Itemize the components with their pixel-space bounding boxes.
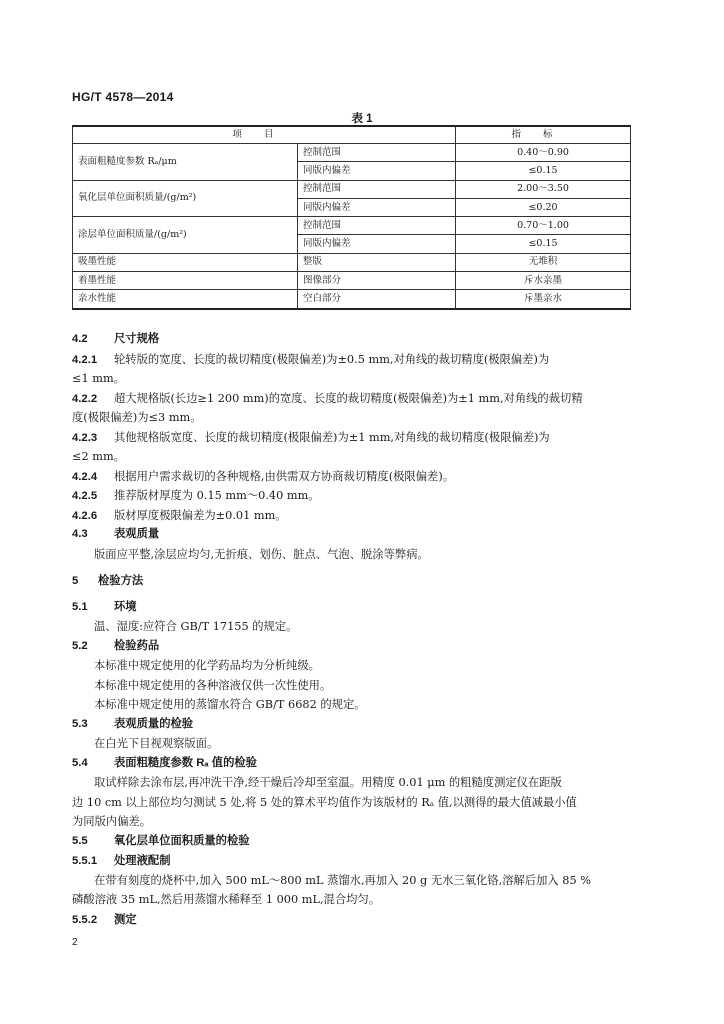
table-row (73, 144, 631, 162)
paragraph: 4.2.4 根据用户需求裁切的各种规格,由供需双方协商裁切精度(极限偏差)。 (72, 469, 455, 483)
header-spec: 指标 (456, 126, 631, 144)
row-value: 0.40～0.90 (456, 144, 631, 162)
paragraph-continuation: 边 10 cm 以上部位均匀测试 5 处,将 5 处的算术平均值作为该版材的 Rₐ 值,以测得的最大值减最小值 (72, 795, 577, 809)
table-row (73, 180, 631, 198)
row-item: 氧化层单位面积质量/(g/m²) (73, 180, 298, 217)
row-item: 表面粗糙度参数 Rₐ/μm (73, 144, 298, 181)
row-value: ≤0.20 (456, 198, 631, 216)
section-heading: 5.1 环境 (72, 600, 137, 613)
paragraph: 本标准中规定使用的化学药品均为分析纯级。 (94, 659, 320, 672)
table-row (73, 253, 631, 271)
table-row (73, 217, 631, 235)
subsection-heading: 5.5.2 测定 (72, 913, 137, 926)
chapter-heading: 5 检验方法 (72, 575, 144, 587)
row-sub: 同版内偏差 (298, 198, 456, 216)
row-value: 斥水亲墨 (456, 272, 631, 290)
table-title: 表 1 (351, 113, 373, 125)
paragraph: 版面应平整,涂层应均匀,无折痕、划伤、脏点、气泡、脱涂等弊病。 (94, 547, 429, 561)
row-value: ≤0.15 (456, 235, 631, 253)
paragraph-continuation: ≤1 mm。 (72, 372, 125, 385)
page-number: 2 (72, 937, 78, 948)
table-header-row (73, 126, 631, 144)
row-value: 无堆积 (456, 253, 631, 271)
document-body (72, 330, 632, 929)
row-value: 斥墨亲水 (456, 290, 631, 309)
row-value: ≤0.15 (456, 162, 631, 180)
row-item: 涂层单位面积质量/(g/m²) (73, 217, 298, 254)
section-heading: 5.5 氧化层单位面积质量的检验 (72, 834, 250, 847)
paragraph: 本标准中规定使用的蒸馏水符合 GB/T 6682 的规定。 (94, 698, 366, 711)
row-sub: 整版 (298, 253, 456, 271)
paragraph: 本标准中规定使用的各种溶液仅供一次性使用。 (94, 678, 332, 692)
paragraph-continuation: 为同版内偏差。 (72, 815, 152, 828)
paragraph: 4.2.2 超大规格版(长边≥1 200 mm)的宽度、长度的裁切精度(极限偏差)为±1 mm,对角线的裁切精 (72, 391, 583, 405)
section-heading: 5.3 表观质量的检验 (72, 717, 194, 730)
section-heading: 5.4 表面粗糙度参数 Rₐ 值的检验 (72, 756, 257, 769)
row-item: 亲水性能 (73, 290, 298, 309)
paragraph: 4.2.1 轮转版的宽度、长度的裁切精度(极限偏差)为±0.5 mm,对角线的裁切精度(极限偏差)为 (72, 352, 550, 366)
table-row (73, 272, 631, 290)
section-heading: 4.2 尺寸规格 (72, 333, 160, 345)
paragraph: 取试样除去涂布层,再冲洗干净,经干燥后冷却至室温。用精度 0.01 μm 的粗糙度测定仪在距版 (94, 776, 562, 789)
row-value: 0.70～1.00 (456, 217, 631, 235)
row-sub: 图像部分 (298, 272, 456, 290)
paragraph: 4.2.5 推荐版材厚度为 0.15 mm～0.40 mm。 (72, 489, 320, 502)
row-sub: 控制范围 (298, 180, 456, 198)
paragraph: 温、湿度:应符合 GB/T 17155 的规定。 (94, 620, 298, 633)
paragraph: 在带有刻度的烧杯中,加入 500 mL～800 mL 蒸馏水,再加入 20 g 无水三氧化铬,溶解后加入 85 % (94, 873, 591, 887)
subsection-heading: 5.5.1 处理液配制 (72, 855, 171, 867)
row-sub: 控制范围 (298, 144, 456, 162)
paragraph: 4.2.6 版材厚度极限偏差为±0.01 mm。 (72, 508, 287, 522)
table-row (73, 290, 631, 309)
section-heading: 5.2 检验药品 (72, 639, 160, 652)
paragraph-continuation: 度(极限偏差)为≤3 mm。 (72, 411, 202, 424)
paragraph-continuation: 磷酸溶液 35 mL,然后用蒸馏水稀释至 1 000 mL,混合均匀。 (72, 893, 381, 906)
row-value: 2.00～3.50 (456, 180, 631, 198)
row-item: 吸墨性能 (73, 253, 298, 271)
standard-number: HG/T 4578—2014 (72, 90, 174, 104)
section-heading: 4.3 表观质量 (72, 528, 160, 540)
paragraph-continuation: ≤2 mm。 (72, 450, 125, 463)
row-sub: 控制范围 (298, 217, 456, 235)
paragraph: 4.2.3 其他规格版宽度、长度的裁切精度(极限偏差)为±1 mm,对角线的裁切精度(极限偏差)为 (72, 430, 550, 444)
paragraph: 在白光下目视观察版面。 (94, 737, 219, 750)
spec-table (72, 125, 631, 310)
row-sub: 同版内偏差 (298, 162, 456, 180)
row-sub: 同版内偏差 (298, 235, 456, 253)
header-item: 项目 (73, 126, 456, 144)
row-item: 着墨性能 (73, 272, 298, 290)
row-sub: 空白部分 (298, 290, 456, 309)
